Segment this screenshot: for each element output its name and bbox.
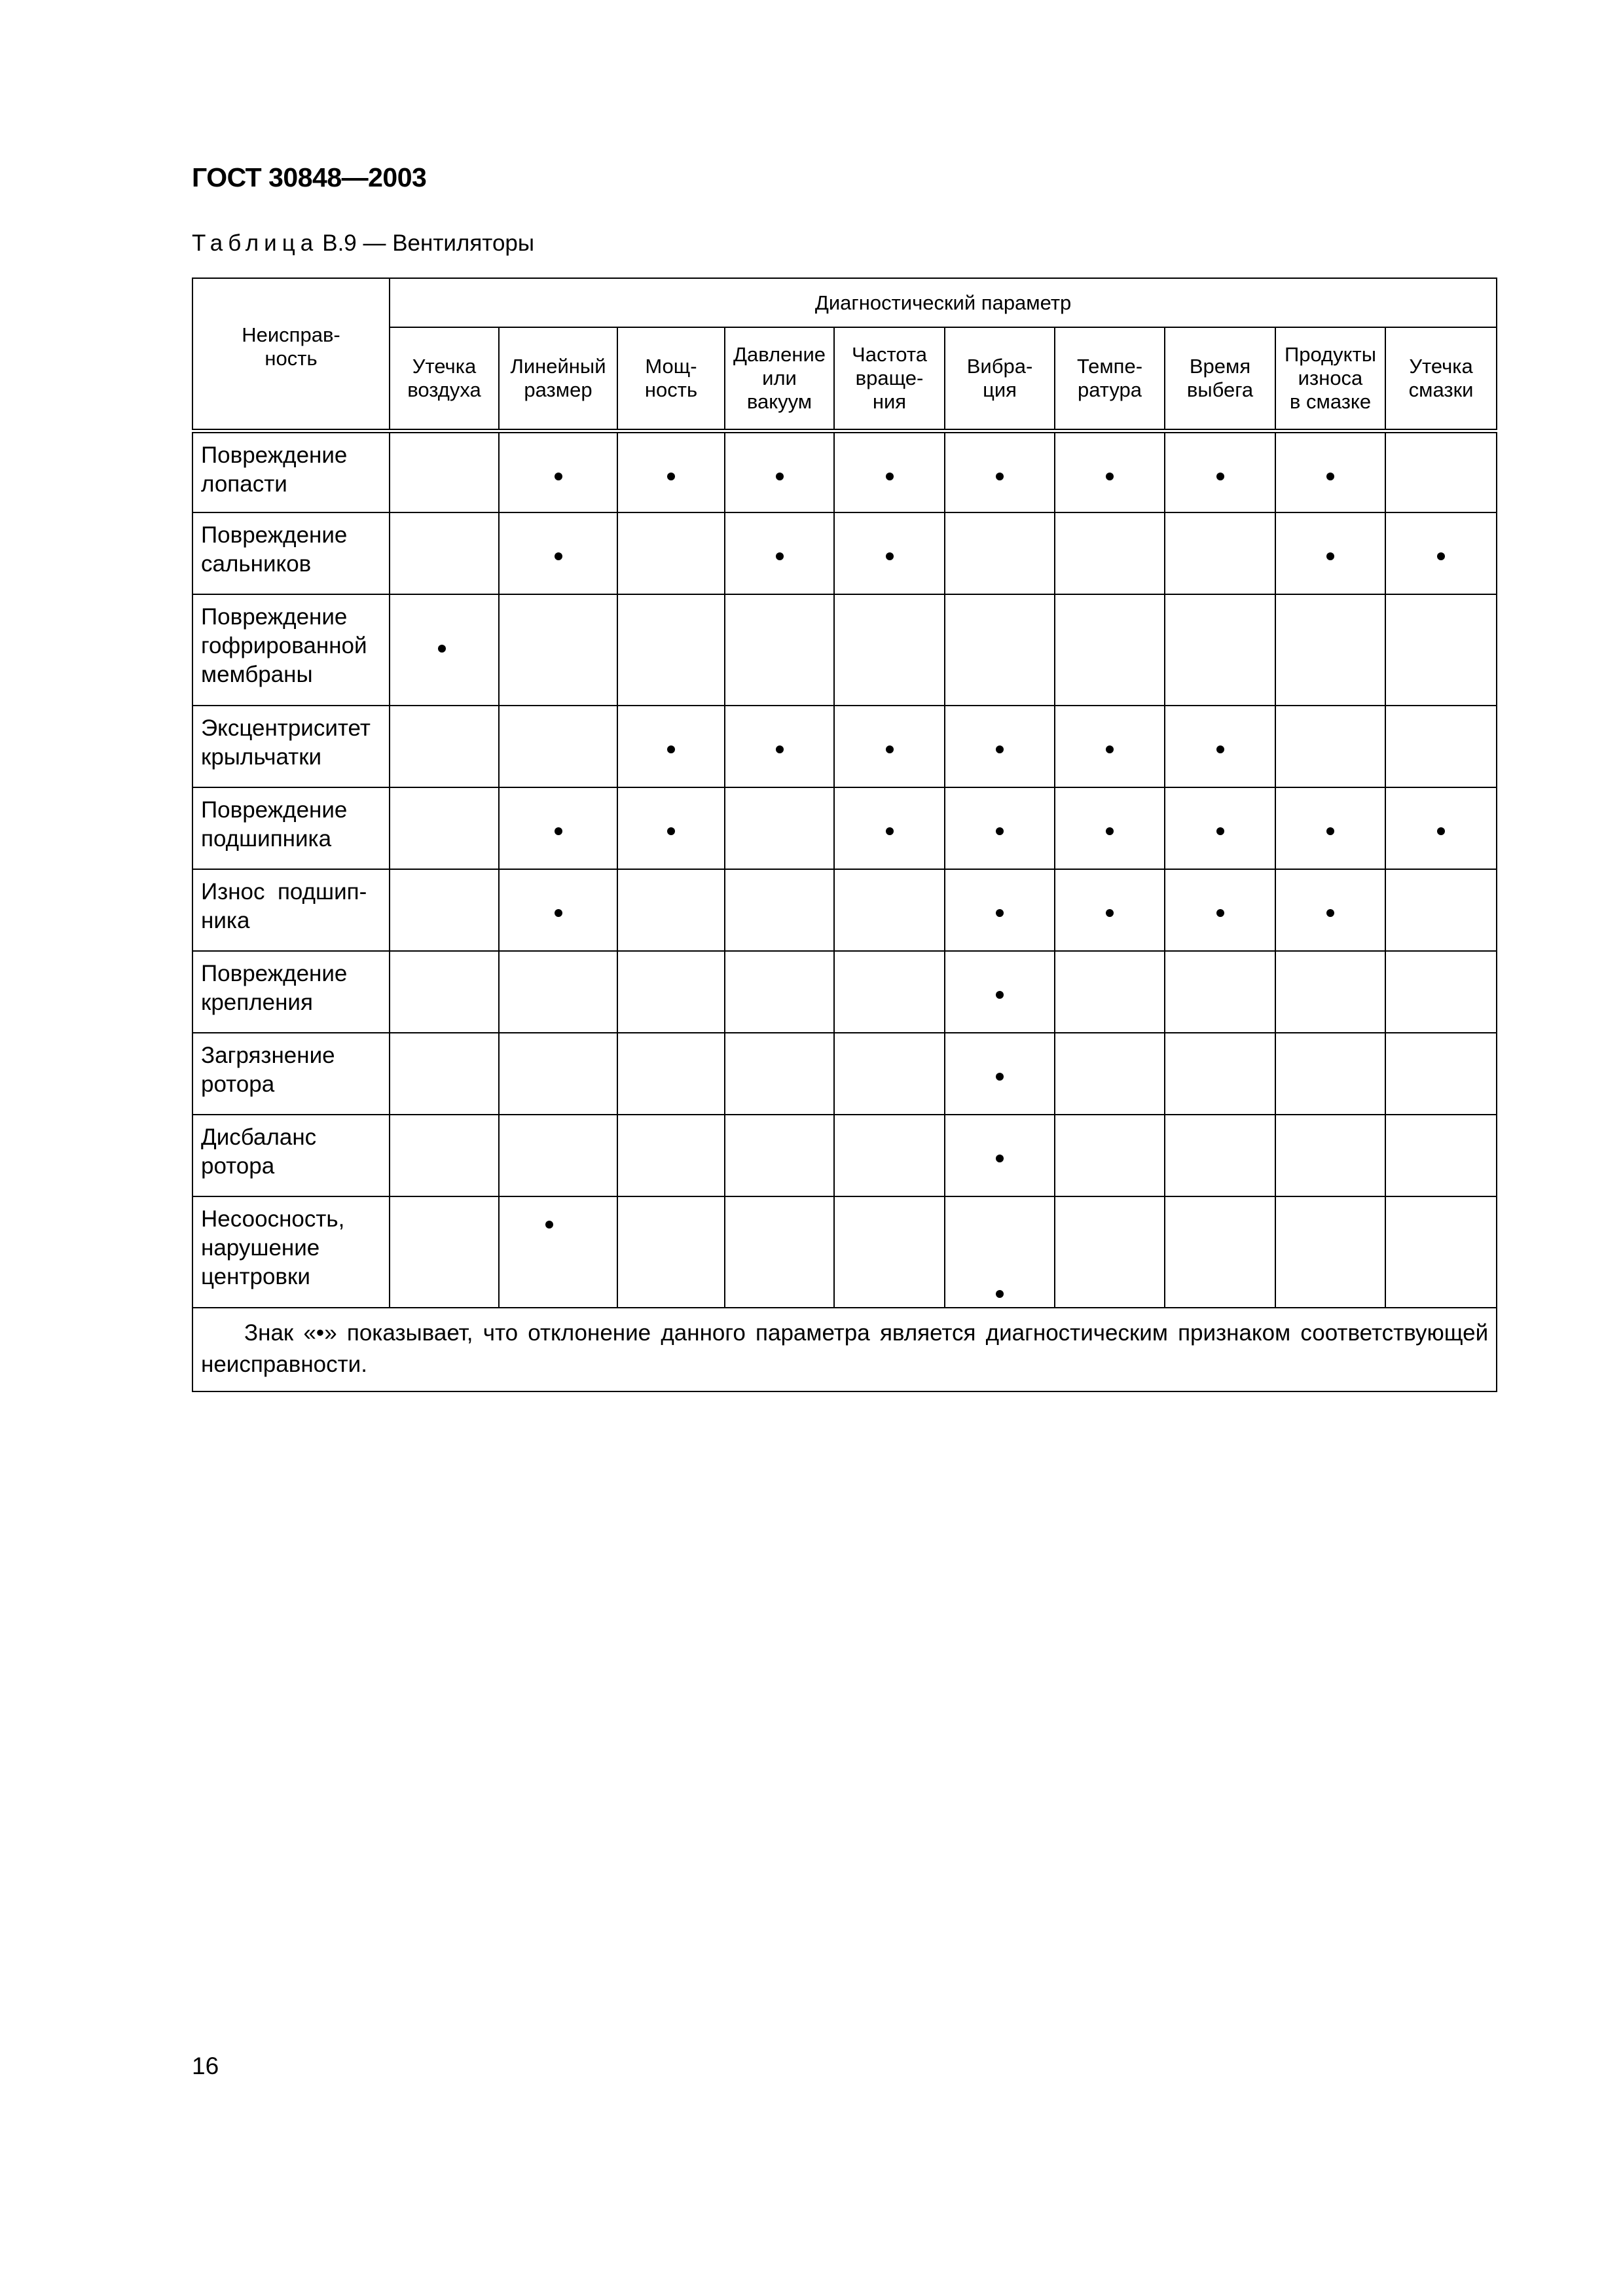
mark-cell [1385,869,1497,951]
mark-cell [499,1196,617,1308]
column-header-1 [499,327,617,431]
mark-cell [499,1033,617,1115]
mark-cell [1165,594,1275,706]
bullet-mark [667,827,675,835]
column-header-label: Линейный размер [510,354,606,401]
mark-cell [499,431,617,512]
mark-cell [390,1115,499,1196]
mark-cell [1385,787,1497,869]
column-header-label: Давление или вакуум [733,342,826,413]
bullet-mark [555,473,562,480]
mark-cell [390,431,499,512]
bullet-mark [776,552,784,560]
mark-cell [1165,706,1275,787]
bullet-mark [996,473,1004,480]
table-row [192,787,1497,869]
bullet-mark [1326,909,1334,917]
mark-cell [1275,951,1385,1033]
bullet-mark [886,552,894,560]
mark-cell [390,512,499,594]
bullet-mark [996,1073,1004,1081]
table-row [192,869,1497,951]
fault-label: Эксцентриситет крыльчатки [192,706,390,787]
fault-label: Повреждение подшипника [192,787,390,869]
mark-cell [725,951,834,1033]
mark-cell [945,951,1055,1033]
mark-cell [945,1115,1055,1196]
mark-cell [1275,706,1385,787]
mark-cell [1275,1115,1385,1196]
bullet-mark [996,827,1004,835]
table-row [192,1115,1497,1196]
mark-cell [725,1033,834,1115]
table-caption-word: Таблица [192,230,319,256]
mark-cell [945,787,1055,869]
fault-label: Загрязнение ротора [192,1033,390,1115]
mark-cell [725,594,834,706]
mark-cell [1385,1196,1497,1308]
note-row [192,1308,1497,1391]
mark-cell [834,1196,945,1308]
mark-cell [390,1196,499,1308]
table-row [192,512,1497,594]
bullet-mark [555,909,562,917]
mark-cell [945,512,1055,594]
column-header-5 [945,327,1055,431]
mark-cell [499,512,617,594]
mark-cell [834,706,945,787]
bullet-mark [996,1155,1004,1162]
mark-cell [499,787,617,869]
mark-cell [834,787,945,869]
mark-cell [390,706,499,787]
page-number: 16 [192,2053,219,2079]
bullet-mark [1106,909,1114,917]
mark-cell [1385,951,1497,1033]
mark-cell [499,869,617,951]
mark-cell [725,1115,834,1196]
mark-cell [617,869,725,951]
mark-cell [1165,1033,1275,1115]
mark-cell [1055,594,1165,706]
column-header-label: Вибра- ция [966,354,1033,401]
bullet-mark [996,909,1004,917]
bullet-mark [886,473,894,480]
mark-cell [1055,512,1165,594]
bullet-mark [996,991,1004,999]
mark-cell [617,706,725,787]
mark-cell [1165,512,1275,594]
mark-cell [834,951,945,1033]
column-header-label: Утечка воздуха [407,354,481,401]
bullet-mark [776,473,784,480]
mark-cell [1165,1115,1275,1196]
column-header-3 [725,327,834,431]
mark-cell [1385,1115,1497,1196]
mark-cell [390,951,499,1033]
mark-cell [945,869,1055,951]
mark-cell [390,1033,499,1115]
bullet-mark [555,827,562,835]
mark-cell [725,1196,834,1308]
bullet-mark [545,1221,553,1229]
mark-cell [1055,1196,1165,1308]
mark-cell [725,431,834,512]
column-header-label: Частота враще- ния [852,342,927,413]
mark-cell [1385,1033,1497,1115]
fault-label: Повреждение лопасти [192,431,390,512]
mark-cell [1165,431,1275,512]
mark-cell [1055,706,1165,787]
bullet-mark [1437,552,1445,560]
mark-cell [1385,706,1497,787]
table-row [192,431,1497,512]
fault-label: Повреждение крепления [192,951,390,1033]
mark-cell [1055,869,1165,951]
mark-cell [1275,1196,1385,1308]
column-header-7 [1165,327,1275,431]
mark-cell [725,706,834,787]
note-text: Знак «•» показывает, что отклонение данного параметра является диагностическим признаком соответствующей неисправности. [201,1320,1489,1377]
mark-cell [617,1196,725,1308]
bullet-mark [886,745,894,753]
mark-cell [1165,869,1275,951]
table-row [192,951,1497,1033]
mark-cell [1055,787,1165,869]
mark-cell [1055,1033,1165,1115]
group-header-label: Диагностический параметр [814,291,1072,314]
bullet-mark [1216,745,1224,753]
mark-cell [390,787,499,869]
mark-cell [1165,1196,1275,1308]
column-header-9 [1385,327,1497,431]
fault-label: Повреждение сальников [192,512,390,594]
mark-cell [1275,787,1385,869]
mark-cell [617,787,725,869]
column-header-0 [390,327,499,431]
bullet-mark [1216,827,1224,835]
bullet-mark [1216,473,1224,480]
document-header: ГОСТ 30848—2003 [192,162,427,192]
mark-cell [1055,1115,1165,1196]
bullet-mark [667,473,675,480]
mark-cell [617,431,725,512]
mark-cell [945,706,1055,787]
mark-cell [834,1033,945,1115]
bullet-mark [996,1290,1004,1298]
fault-label: Дисбаланс ротора [192,1115,390,1196]
mark-cell [1275,1033,1385,1115]
mark-cell [617,1115,725,1196]
fault-label: Повреждение гофрированной мембраны [192,594,390,706]
fault-label: Несоосность, нарушение центровки [192,1196,390,1308]
bullet-mark [1326,827,1334,835]
mark-cell [1165,951,1275,1033]
table-row [192,594,1497,706]
table-note [192,1308,1497,1391]
column-header-label: Утечка смазки [1408,354,1474,401]
mark-cell [617,594,725,706]
table-caption [192,230,534,257]
mark-cell [1275,594,1385,706]
fault-label: Износ подшип- ника [192,869,390,951]
table-caption-title: В.9 — Вентиляторы [322,230,535,256]
mark-cell [617,951,725,1033]
bullet-mark [1106,827,1114,835]
bullet-mark [1326,552,1334,560]
mark-cell [834,869,945,951]
table-row [192,706,1497,787]
mark-cell [1165,787,1275,869]
column-header-label: Темпе- ратура [1076,354,1143,401]
mark-cell [390,869,499,951]
mark-cell [725,869,834,951]
mark-cell [834,594,945,706]
mark-cell [1275,431,1385,512]
bullet-mark [438,645,446,653]
diagnostic-table [192,278,1497,1392]
bullet-mark [1106,473,1114,480]
bullet-mark [667,745,675,753]
mark-cell [1385,512,1497,594]
bullet-mark [1216,909,1224,917]
bullet-mark [1106,745,1114,753]
bullet-mark [886,827,894,835]
mark-cell [725,787,834,869]
mark-cell [499,951,617,1033]
column-header-8 [1275,327,1385,431]
mark-cell [1385,594,1497,706]
mark-cell [1275,869,1385,951]
mark-cell [834,431,945,512]
mark-cell [945,594,1055,706]
mark-cell [499,706,617,787]
table-row [192,1033,1497,1115]
bullet-mark [555,552,562,560]
mark-cell [1275,512,1385,594]
group-header-cell [390,278,1497,327]
mark-cell [617,1033,725,1115]
column-header-4 [834,327,945,431]
row-header-cell [192,278,390,431]
mark-cell [390,594,499,706]
column-header-label: Мощ- ность [644,354,698,401]
mark-cell [617,512,725,594]
mark-cell [499,1115,617,1196]
column-header-label: Продукты износа в смазке [1284,342,1377,413]
row-header-label: Неисправ- ность [242,323,340,370]
mark-cell [945,1196,1055,1308]
bullet-mark [776,745,784,753]
mark-cell [834,1115,945,1196]
mark-cell [1055,951,1165,1033]
column-header-6 [1055,327,1165,431]
mark-cell [499,594,617,706]
mark-cell [725,512,834,594]
column-header-2 [617,327,725,431]
mark-cell [945,1033,1055,1115]
mark-cell [834,512,945,594]
mark-cell [945,431,1055,512]
column-header-label: Время выбега [1186,354,1254,401]
bullet-mark [1326,473,1334,480]
bullet-mark [1437,827,1445,835]
mark-cell [1055,431,1165,512]
table-row [192,1196,1497,1308]
bullet-mark [996,745,1004,753]
mark-cell [1385,431,1497,512]
